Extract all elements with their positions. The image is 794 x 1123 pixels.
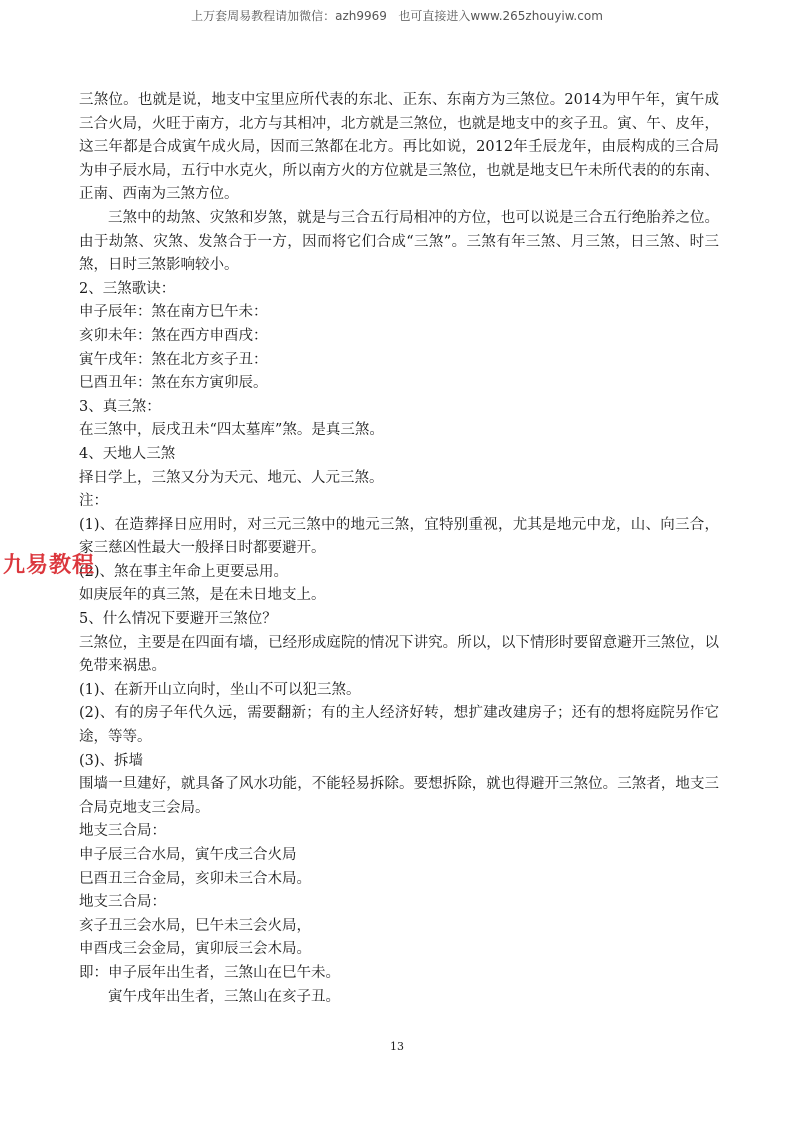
- paragraph: 三煞位，主要是在四面有墙，已经形成庭院的情况下讲究。所以，以下情形时要留意避开三煞位，以免带来祸患。: [79, 634, 719, 675]
- paragraph: (2)、有的房子年代久远，需要翻新；有的主人经济好转，想扩建改建房子；还有的想将庭院另作它途，等等。: [79, 705, 719, 746]
- paragraph: 在三煞中，辰戌丑未“四太墓库”煞。是真三煞。: [79, 422, 384, 439]
- paragraph: (3)、拆墙: [79, 752, 144, 769]
- paragraph: 三煞中的劫煞、灾煞和岁煞，就是与三合五行局相冲的方位，也可以说是三合五行绝胎养之位。由于劫煞、灾煞、发煞合于一方，因而将它们合成“三煞”。三煞有年三煞、月三煞，日三煞、时三煞，日时三煞影响较小。: [79, 209, 719, 274]
- paragraph: 2、三煞歌诀：: [79, 280, 176, 297]
- paragraph: (2)、煞在事主年命上更要忌用。: [79, 563, 289, 580]
- header-wechat-text: 上万套周易教程请加微信：azh9969: [191, 9, 387, 23]
- paragraph: 择日学上，三煞又分为天元、地元、人元三煞。: [79, 469, 384, 486]
- watermark-logo: 九易教程: [3, 553, 96, 578]
- paragraph: 4、天地人三煞: [79, 445, 176, 462]
- paragraph: 地支三合局：: [79, 894, 166, 911]
- page-number: 13: [390, 1040, 404, 1053]
- paragraph: 寅午戌年：煞在北方亥子丑：: [79, 351, 268, 368]
- paragraph: (1)、在造葬择日应用时，对三元三煞中的地元三煞，宜特别重视，尤其是地元中龙，山、向三合，家三慈凶性最大一般择日时都要避开。: [79, 516, 719, 557]
- paragraph: 5、什么情况下要避开三煞位？: [79, 611, 277, 628]
- paragraph: 三煞位。也就是说，地支中宝里应所代表的东北、正东、东南方为三煞位。2014为甲午年，寅午成三合火局，火旺于南方，北方与其相冲，北方就是三煞位，也就是地支中的亥子丑。寅、午、皮年，这三年都是合成寅午成火局，因而三煞都在北方。再比如说，2012年壬辰龙年，由辰构成的三合局为申子辰水局，五行中水克火，所以南方火的方位就是三煞位，也就是地支巳午未所代表的的东南、正南、西南为三煞方位。: [79, 92, 719, 203]
- paragraph: 即：申子辰年出生者，三煞山在巳午未。: [79, 964, 340, 981]
- paragraph: 注：: [79, 493, 108, 510]
- document-body: [79, 89, 719, 1009]
- header-banner: [0, 7, 794, 24]
- paragraph: 3、真三煞：: [79, 398, 161, 415]
- paragraph: (1)、在新开山立向时，坐山不可以犯三煞。: [79, 681, 361, 698]
- paragraph: 亥子丑三会水局，巳午未三会火局，: [79, 917, 311, 934]
- paragraph: 地支三合局：: [79, 823, 166, 840]
- paragraph: 亥卯未年：煞在西方申酉戌：: [79, 327, 268, 344]
- paragraph: 巳酉丑年：煞在东方寅卯辰。: [79, 375, 268, 392]
- paragraph: 寅午戌年出生者，三煞山在亥子丑。: [108, 988, 340, 1005]
- paragraph: 申酉戌三会金局，寅卯辰三会木局。: [79, 941, 311, 958]
- paragraph: 申子辰年：煞在南方巳午未：: [79, 304, 268, 321]
- header-website-text: 也可直接进入www.265zhouyiw.com: [398, 9, 603, 23]
- paragraph: 申子辰三合水局，寅午戌三合火局: [79, 847, 297, 863]
- paragraph: 如庚辰年的真三煞，是在未日地支上。: [79, 587, 326, 604]
- paragraph: 巳酉丑三合金局，亥卯未三合木局。: [79, 870, 311, 887]
- paragraph: 围墙一旦建好，就具备了风水功能，不能轻易拆除。要想拆除，就也得避开三煞位。三煞者，地支三合局克地支三会局。: [79, 776, 719, 816]
